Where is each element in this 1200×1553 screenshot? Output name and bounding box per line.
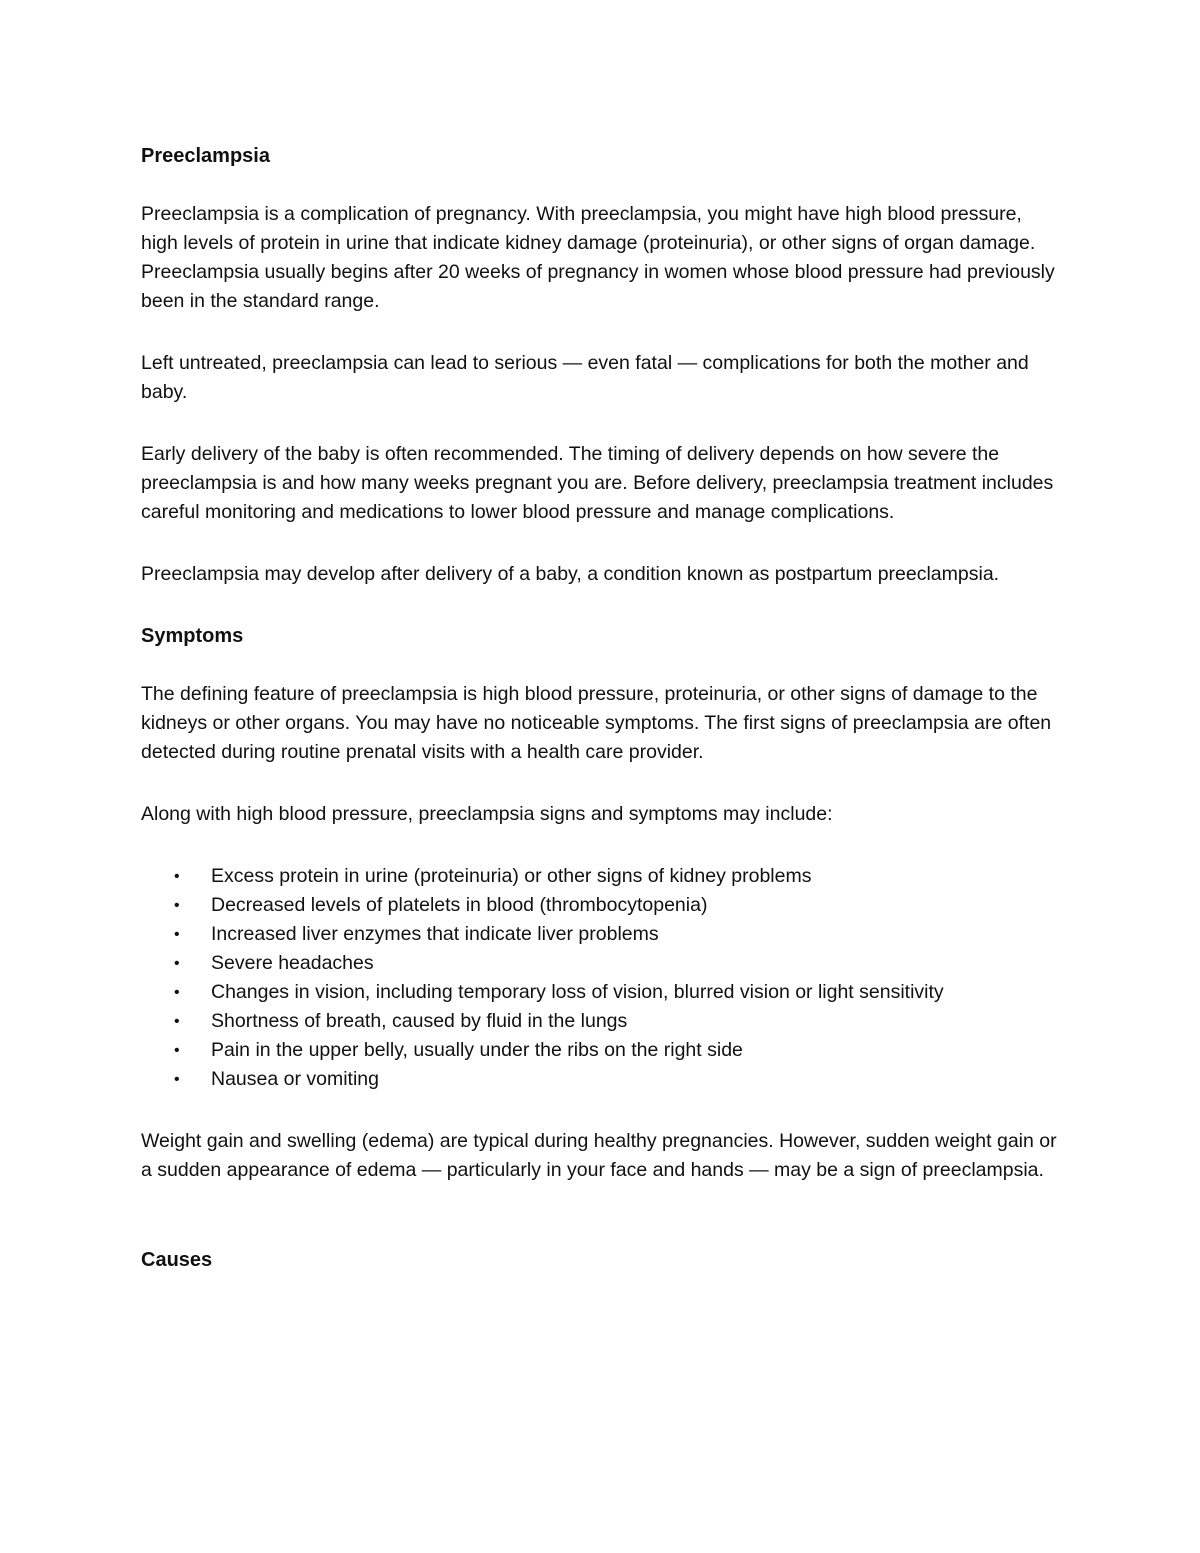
list-item <box>141 1036 1060 1065</box>
list-item <box>141 862 1060 891</box>
intro-paragraph-definition: Preeclampsia is a complication of pregnancy. With preeclampsia, you might have high blood pressure, high levels of protein in urine that indicate kidney damage (proteinuria), or other signs of organ damage. Preeclampsia usually begins after 20 weeks of pregnancy in women whose blood pressure had previously been in the standard range. <box>141 203 1055 312</box>
list-item-text: Decreased levels of platelets in blood (thrombocytopenia) <box>211 894 708 916</box>
list-item <box>141 920 1060 949</box>
list-item <box>141 1065 1060 1094</box>
bullet-icon: • <box>174 955 180 972</box>
bullet-icon: • <box>174 1042 180 1059</box>
list-item-text: Changes in vision, including temporary loss of vision, blurred vision or light sensitivity <box>211 981 944 1003</box>
symptoms-heading: Symptoms <box>141 625 244 647</box>
intro-paragraph-postpartum: Preeclampsia may develop after delivery of a baby, a condition known as postpartum preeclampsia. <box>141 563 1000 585</box>
symptoms-paragraph-list-intro: Along with high blood pressure, preeclampsia signs and symptoms may include: <box>141 803 833 825</box>
list-item <box>141 978 1060 1007</box>
symptoms-paragraph-edema: Weight gain and swelling (edema) are typical during healthy pregnancies. However, sudden weight gain or a sudden appearance of edema — particularly in your face and hands — may be a sign of preeclampsia. <box>141 1130 1057 1181</box>
list-item <box>141 1007 1060 1036</box>
bullet-icon: • <box>174 897 180 914</box>
list-item-text: Shortness of breath, caused by fluid in the lungs <box>211 1010 628 1032</box>
list-item-text: Pain in the upper belly, usually under the ribs on the right side <box>211 1039 743 1061</box>
bullet-icon: • <box>174 926 180 943</box>
list-item-text: Severe headaches <box>211 952 374 974</box>
intro-paragraph-treatment: Early delivery of the baby is often recommended. The timing of delivery depends on how severe the preeclampsia is and how many weeks pregnant you are. Before delivery, preeclampsia treatment includes careful monitoring and medications to lower blood pressure and manage complications. <box>141 443 1054 523</box>
list-item <box>141 891 1060 920</box>
symptoms-list <box>141 862 1060 1094</box>
list-item-text: Excess protein in urine (proteinuria) or other signs of kidney problems <box>211 865 812 887</box>
bullet-icon: • <box>174 1013 180 1030</box>
list-item-text: Increased liver enzymes that indicate liver problems <box>211 923 659 945</box>
bullet-icon: • <box>174 984 180 1001</box>
intro-paragraph-complications: Left untreated, preeclampsia can lead to serious — even fatal — complications for both the mother and baby. <box>141 352 1029 403</box>
causes-heading: Causes <box>141 1249 213 1271</box>
symptoms-paragraph-defining: The defining feature of preeclampsia is high blood pressure, proteinuria, or other signs of damage to the kidneys or other organs. You may have no noticeable symptoms. The first signs of preeclampsia are often detected during routine prenatal visits with a health care provider. <box>141 683 1052 763</box>
list-item <box>141 949 1060 978</box>
document-title: Preeclampsia <box>141 145 270 167</box>
list-item-text: Nausea or vomiting <box>211 1068 379 1090</box>
bullet-icon: • <box>174 1071 180 1088</box>
bullet-icon: • <box>174 868 180 885</box>
